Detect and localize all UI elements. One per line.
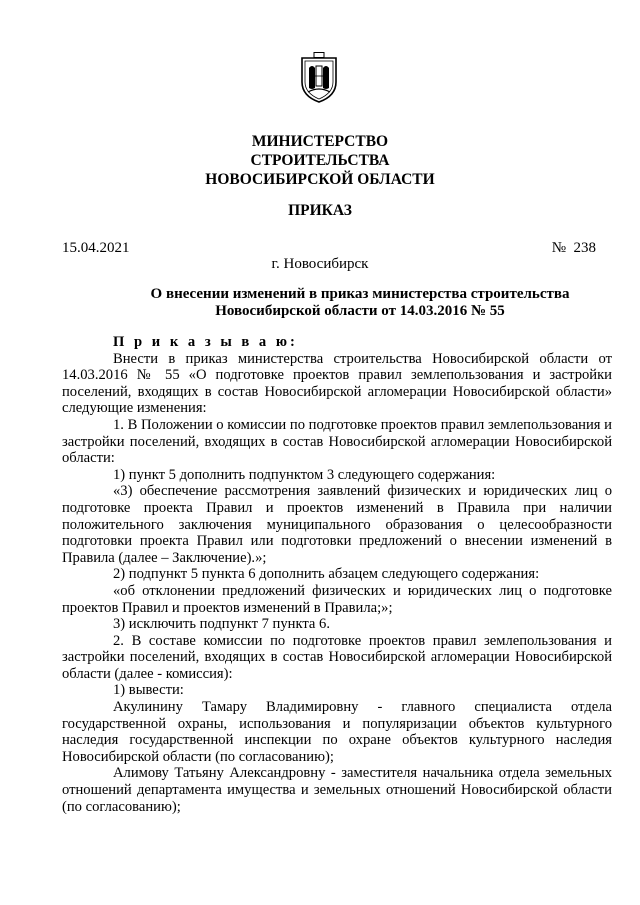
ministry-line: НОВОСИБИРСКОЙ ОБЛАСТИ bbox=[205, 171, 435, 188]
order-subject bbox=[100, 286, 620, 320]
document-type: ПРИКАЗ bbox=[288, 202, 352, 219]
body-paragraph: 2) подпункт 5 пункта 6 дополнить абзацем следующего содержания: bbox=[113, 566, 540, 583]
body-paragraph: Акулинину Тамару Владимировну - главного специалиста отдела государственной охраны, использования и популяризации объектов культурного наследия государственной инспекции по охране объектов культурного наследия Новосибирской области (по согласованию); bbox=[62, 699, 612, 765]
body-paragraph: «об отклонении предложений физических и юридических лиц о подготовке проектов Правил и проектов изменений в Правила;»; bbox=[62, 582, 612, 616]
subject-line: О внесении изменений в приказ министерства строительства bbox=[150, 286, 570, 302]
body-paragraph: 1. В Положении о комиссии по подготовке проектов правил землепользования и застройки поселений, входящих в состав Новосибирской агломерации Новосибирской области: bbox=[62, 416, 612, 467]
body-paragraph: Алимову Татьяну Александровну - заместителя начальника отдела земельных отношений департамента имущества и земельных отношений Новосибирской области (по согласованию); bbox=[62, 765, 612, 815]
body-paragraph: 1) пункт 5 дополнить подпунктом 3 следующего содержания: bbox=[113, 466, 496, 483]
ministry-name bbox=[0, 132, 640, 189]
order-body bbox=[62, 334, 612, 815]
order-number: № 238 bbox=[551, 240, 596, 256]
body-paragraph: 2. В составе комиссии по подготовке проектов правил землепользования и застройки поселений, входящих в состав Новосибирской агломерации Новосибирской области (далее - комиссия): bbox=[62, 632, 612, 682]
subject-line: Новосибирской области от 14.03.2016 № 55 bbox=[215, 303, 505, 319]
body-paragraph: 1) вывести: bbox=[113, 682, 184, 699]
coat-of-arms-icon bbox=[299, 52, 339, 104]
order-city: г. Новосибирск bbox=[271, 256, 369, 272]
ministry-line: СТРОИТЕЛЬСТВА bbox=[250, 152, 390, 169]
ministry-line: МИНИСТЕРСТВО bbox=[251, 133, 389, 150]
body-paragraph: «3) обеспечение рассмотрения заявлений физических и юридических лиц о подготовке проекта Правил и проектов изменений в Правила при наличии положительного заключения муниципального образования о целесообразности подготовки проекта Правил или подготовки предложений о внесении изменений в Правила (далее – Заключение).»; bbox=[62, 483, 612, 566]
orders-heading: П р и к а з ы в а ю: bbox=[113, 334, 298, 350]
order-date: 15.04.2021 bbox=[62, 240, 130, 256]
body-paragraph: Внести в приказ министерства строительства Новосибирской области от 14.03.2016 № 55 «О подготовке проектов правил землепользования и застройки поселений, входящих в состав Новосибирской агломерации Новосибирской области» следующие изменения: bbox=[62, 350, 612, 417]
body-paragraph: 3) исключить подпункт 7 пункта 6. bbox=[113, 616, 330, 633]
